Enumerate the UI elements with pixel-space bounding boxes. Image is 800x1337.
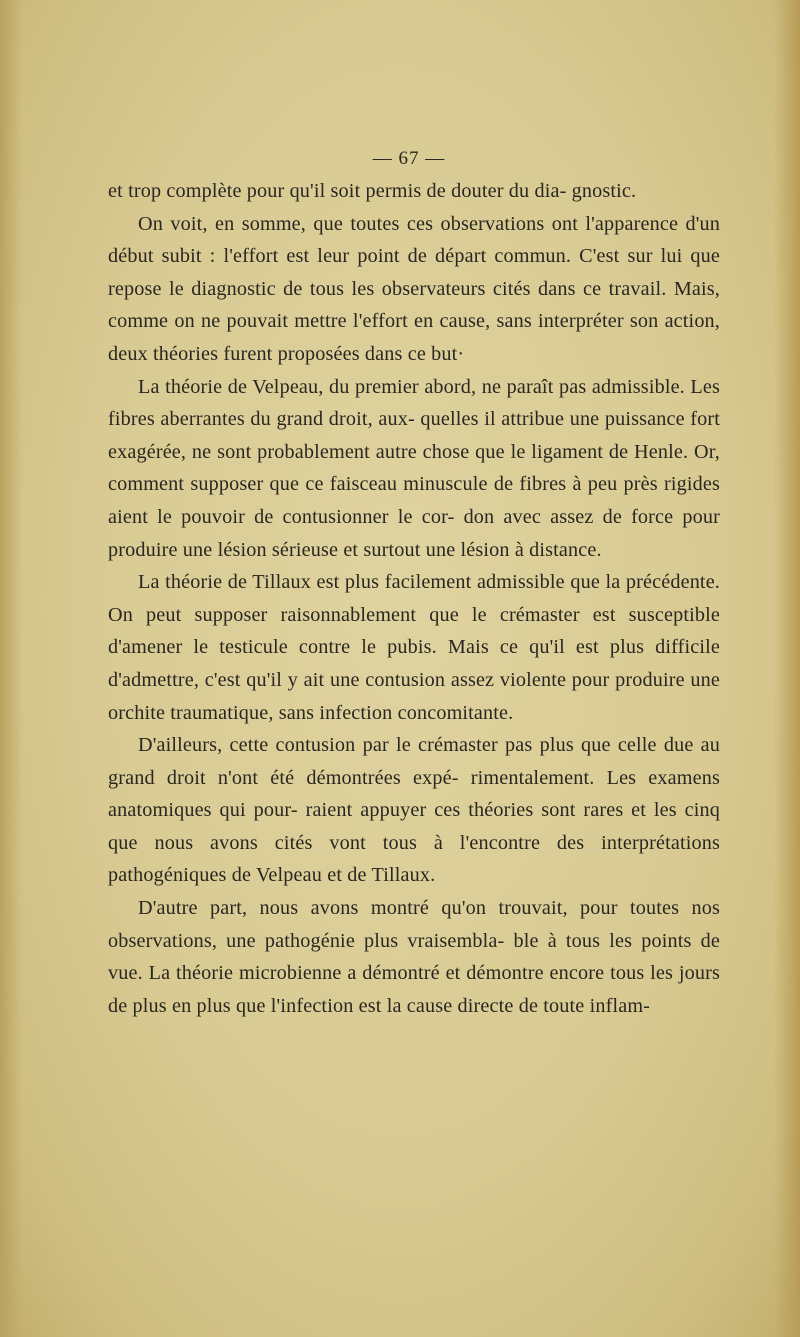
paragraph-4: La théorie de Tillaux est plus facilement admissible que la précédente. On peut supposer raisonnablement que le crémaster est susceptible d'amener le testicule contre le pubis. Mais ce qu'il est plus difficile d'admettre, c'est qu'il y ait une contusion assez violente pour produire une orchite traumatique, sans infection concomitante. [108, 571, 720, 724]
paragraph-1: et trop complète pour qu'il soit permis de douter du dia- gnostic. [108, 180, 637, 202]
paragraph-5: D'ailleurs, cette contusion par le crémaster pas plus que celle due au grand droit n'ont été démontrées expé- rimentalement. Les examens anatomiques qui pour- raient appuyer ces théories sont rares et les cinq que nous avons cités vont tous à l'encontre des interprétations pathogéniques de Velpeau et de Tillaux. [108, 734, 720, 887]
page-number: — 67 — [372, 148, 446, 169]
paragraph-6: D'autre part, nous avons montré qu'on trouvait, pour toutes nos observations, une pathogénie plus vraisembla- ble à tous les points de vue. La théorie microbienne a démontré et démontre encore tous les jours de plus en plus que l'infection est la cause directe de toute inflam- [108, 897, 720, 1017]
paragraph-3: La théorie de Velpeau, du premier abord, ne paraît pas admissible. Les fibres aberrantes du grand droit, aux- quelles il attribue une puissance fort exagérée, ne sont probablement autre chose que le ligament de Henle. Or, comment supposer que ce faisceau minuscule de fibres à peu près rigides aient le pouvoir de contusionner le cor- don avec assez de force pour produire une lésion sérieuse et surtout une lésion à distance. [108, 375, 720, 561]
paragraph-2: On voit, en somme, que toutes ces observations ont l'apparence d'un début subit : l'effort est leur point de départ commun. C'est sur lui que repose le diagnostic de tous les observateurs cités dans ce travail. Mais, comme on ne pouvait mettre l'effort en cause, sans interpréter son action, deux théories furent proposées dans ce but· [108, 212, 720, 365]
page-body [108, 145, 720, 1022]
page-edge-shadow-left [0, 0, 22, 1337]
page-edge-shadow-right [774, 0, 800, 1337]
